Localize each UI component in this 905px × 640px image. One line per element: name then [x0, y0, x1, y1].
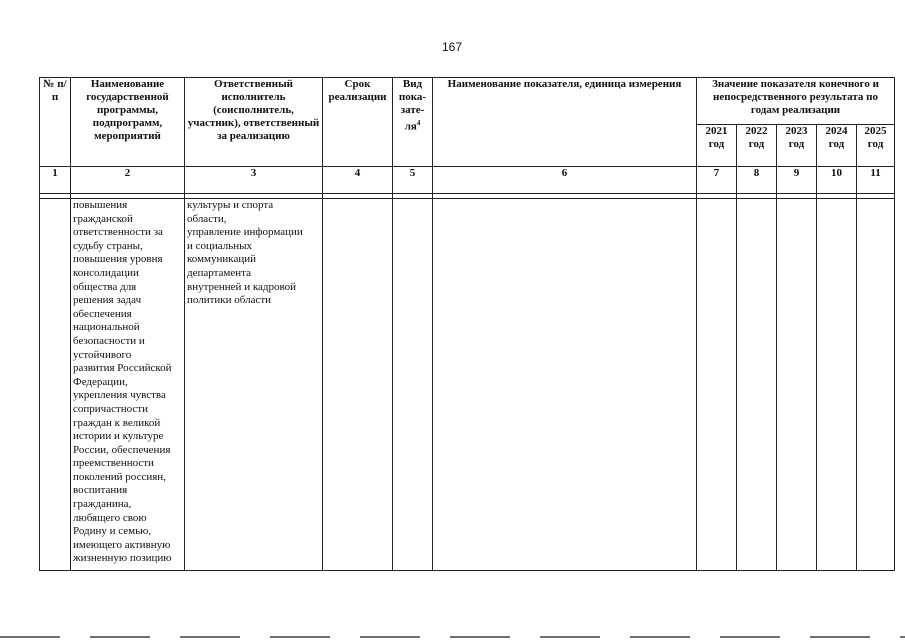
column-number: 9	[777, 167, 817, 194]
text-line: любящего свою	[73, 511, 147, 524]
header-type-line1: Вид	[402, 78, 423, 90]
header-type-line4: ля	[404, 120, 417, 133]
cell-program	[71, 199, 185, 571]
header-executor: Ответственный исполнитель (соисполнитель, участник), ответственный за реализацию	[185, 78, 323, 167]
text-line: департамента	[187, 266, 251, 279]
cell-num	[40, 199, 71, 571]
text-line: обеспечения	[73, 307, 132, 320]
column-number: 11	[857, 167, 895, 194]
column-number: 7	[697, 167, 737, 194]
text-line: развития Российской	[73, 362, 172, 375]
text-line: истории и культуре	[73, 430, 164, 443]
text-line: устойчивого	[73, 348, 132, 361]
column-number: 4	[323, 167, 393, 194]
cell-2021	[697, 199, 737, 571]
header-year-2024: 2024 год	[817, 124, 857, 166]
header-year-2021: 2021 год	[697, 124, 737, 166]
program-text	[73, 199, 182, 566]
column-number: 3	[185, 167, 323, 194]
text-line: и социальных	[187, 239, 253, 252]
text-line: Федерации,	[73, 375, 128, 388]
cell-executor	[185, 199, 323, 571]
text-line: ответственности за	[73, 226, 163, 239]
cell-2023	[777, 199, 817, 571]
header-year-2022: 2022 год	[737, 124, 777, 166]
text-line: сопричастности	[73, 402, 148, 415]
scan-edge	[0, 636, 905, 638]
text-line: Родину и семью,	[73, 525, 152, 538]
text-line: культуры и спорта	[187, 199, 274, 211]
column-number: 6	[433, 167, 697, 194]
text-line: области,	[187, 212, 227, 225]
text-line: безопасности и	[73, 334, 145, 347]
text-line: повышения уровня	[73, 253, 163, 266]
text-line: управление информации	[187, 226, 303, 239]
text-line: общества для	[73, 280, 137, 293]
text-line: укрепления чувства	[73, 389, 166, 402]
cell-type	[393, 199, 433, 571]
text-line: России, обеспечения	[73, 443, 171, 456]
text-line: внутренней и кадровой	[187, 280, 296, 293]
text-line: коммуникаций	[187, 253, 256, 266]
header-term: Срок реализации	[323, 78, 393, 167]
header-type-line2: пока-	[398, 91, 427, 103]
cell-2022	[737, 199, 777, 571]
text-line: воспитания	[73, 484, 128, 497]
text-line: гражданской	[73, 212, 133, 225]
text-line: имеющего активную	[73, 538, 171, 551]
header-year-2025: 2025 год	[857, 124, 895, 166]
text-line: повышения	[73, 199, 128, 211]
text-line: граждан к великой	[73, 416, 161, 429]
column-number: 5	[393, 167, 433, 194]
program-table	[39, 77, 895, 571]
column-number: 8	[737, 167, 777, 194]
text-line: политики области	[187, 294, 272, 307]
page-number: 167	[441, 40, 463, 54]
text-line: судьбу страны,	[73, 239, 143, 252]
cell-2025	[857, 199, 895, 571]
text-line: консолидации	[73, 266, 139, 279]
cell-2024	[817, 199, 857, 571]
header-values-group: Значение показателя конечного и непосредственного результата по годам реализации	[697, 78, 895, 125]
cell-term	[323, 199, 393, 571]
table-row	[40, 199, 895, 571]
executor-text	[187, 199, 320, 308]
header-type-footnote: 4	[416, 119, 421, 127]
header-year-2023: 2023 год	[777, 124, 817, 166]
header-type-line3: зате-	[400, 104, 425, 116]
text-line: преемственности	[73, 457, 154, 470]
header-indicator: Наименование показателя, единица измерения	[433, 78, 697, 167]
text-line: жизненную позицию	[73, 552, 172, 565]
header-program: Наименование государственной программы, подпрограмм, мероприятий	[71, 78, 185, 167]
column-number: 2	[71, 167, 185, 194]
text-line: национальной	[73, 321, 140, 334]
text-line: гражданина,	[73, 498, 132, 511]
header-num: № п/п	[40, 78, 71, 167]
text-line: поколений россиян,	[73, 470, 166, 483]
text-line: решения задач	[73, 294, 142, 307]
column-number: 1	[40, 167, 71, 194]
cell-indicator	[433, 199, 697, 571]
header-indicator-type	[393, 78, 433, 167]
column-number: 10	[817, 167, 857, 194]
